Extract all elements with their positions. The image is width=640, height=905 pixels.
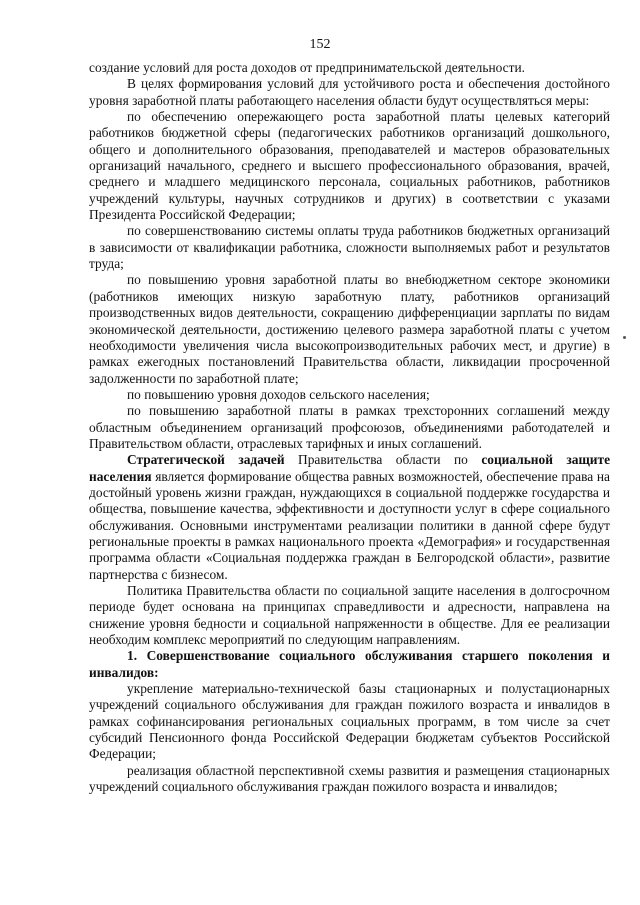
strategic-task-mid: Правительства области по: [284, 452, 482, 468]
strategic-task-lead: Стратегической задачей: [127, 452, 285, 468]
section-heading-elderly: 1. Совершенствование социального обслуживания старшего поколения и инвалидов:: [89, 648, 610, 680]
paragraph-placement-scheme: реализация областной перспективной схемы развития и размещения стационарных учреждений социального обслуживания граждан пожилого возраста и инвалидов;: [89, 762, 610, 795]
paragraph-tripartite: по повышению заработной платы в рамках трехсторонних соглашений между областным объединением организаций профсоюзов, объединениями работодателей и Правительством области, отраслевых тарифных и иных соглашений.: [89, 403, 610, 451]
social-protection-term: социальной защите населения: [89, 452, 611, 484]
paragraph-intro-continuation: создание условий для роста доходов от предпринимательской деятельности.: [89, 60, 525, 75]
paragraph-budget-wages: по обеспечению опережающего роста заработной платы целевых категорий работников бюджетной сферы (педагогических работников организаций дошкольного, общего и дополнительного образования, преподавателей и мастеров образовательных организаций начального, среднего и высшего профессионального образования, врачей, среднего и младшего медицинского персонала, социальных работников, работников учреждений культуры, научных сотрудников и других) в соответствии с указами Президента Российской Федерации;: [89, 109, 610, 223]
paragraph-rural-income: по повышению уровня доходов сельского населения;: [127, 386, 430, 402]
strategic-task-text: является формирование общества равных возможностей, обеспечение права на достойный уровень жизни граждан, нуждающихся в социальной поддержке государства и общества, повышение качества, эффективности и доступности услуг в сфере социального обслуживания. Основными инструментами реализации политики в данной сфере будут региональные проекты в рамках национального проекта «Демография» и государственная программа области «Социальная поддержка граждан в Белгородской области», развитие партнерства с бизнесом.: [89, 468, 610, 582]
page-number: 152: [309, 37, 331, 52]
paragraph-pay-system: по совершенствованию системы оплаты труда работников бюджетных организаций в зависимости от квалификации работника, сложности выполняемых работ и результатов труда;: [89, 223, 610, 272]
scan-artifact-dot: [623, 336, 626, 339]
document-body: [89, 60, 610, 795]
paragraph-material-base: укрепление материально-технической базы стационарных и полустационарных учреждений социального обслуживания для граждан пожилого возраста и инвалидов в рамках софинансирования региональных социальных программ, в том числе за счет субсидий Пенсионного фонда Российской Федерации бюджетам субъектов Российской Федерации;: [89, 681, 610, 762]
paragraph-wage-measures-intro: В целях формирования условий для устойчивого роста и обеспечения достойного уровня заработной платы работающего населения области будут осуществляться меры:: [89, 76, 610, 108]
paragraph-strategic-task: [89, 452, 610, 583]
paragraph-extrabudget-wages: по повышению уровня заработной платы во внебюджетном секторе экономики (работников имеющих низкую заработную плату, работников организаций производственных видов деятельности, сокращению дифференциации зарплаты по видам экономической деятельности, достижению целевого размера заработной платы с учетом необходимости увеличения числа высокопроизводительных рабочих мест, и другие) в рамках ежегодных постановлений Правительства области, ликвидации просроченной задолженности по заработной плате;: [89, 272, 610, 386]
paragraph-policy: Политика Правительства области по социальной защите населения в долгосрочном периоде будет основана на принципах справедливости и адресности, направлена на снижение уровня бедности и социальной напряженности в обществе. Для ее реализации необходим комплекс мероприятий по следующим направлениям.: [89, 583, 610, 648]
